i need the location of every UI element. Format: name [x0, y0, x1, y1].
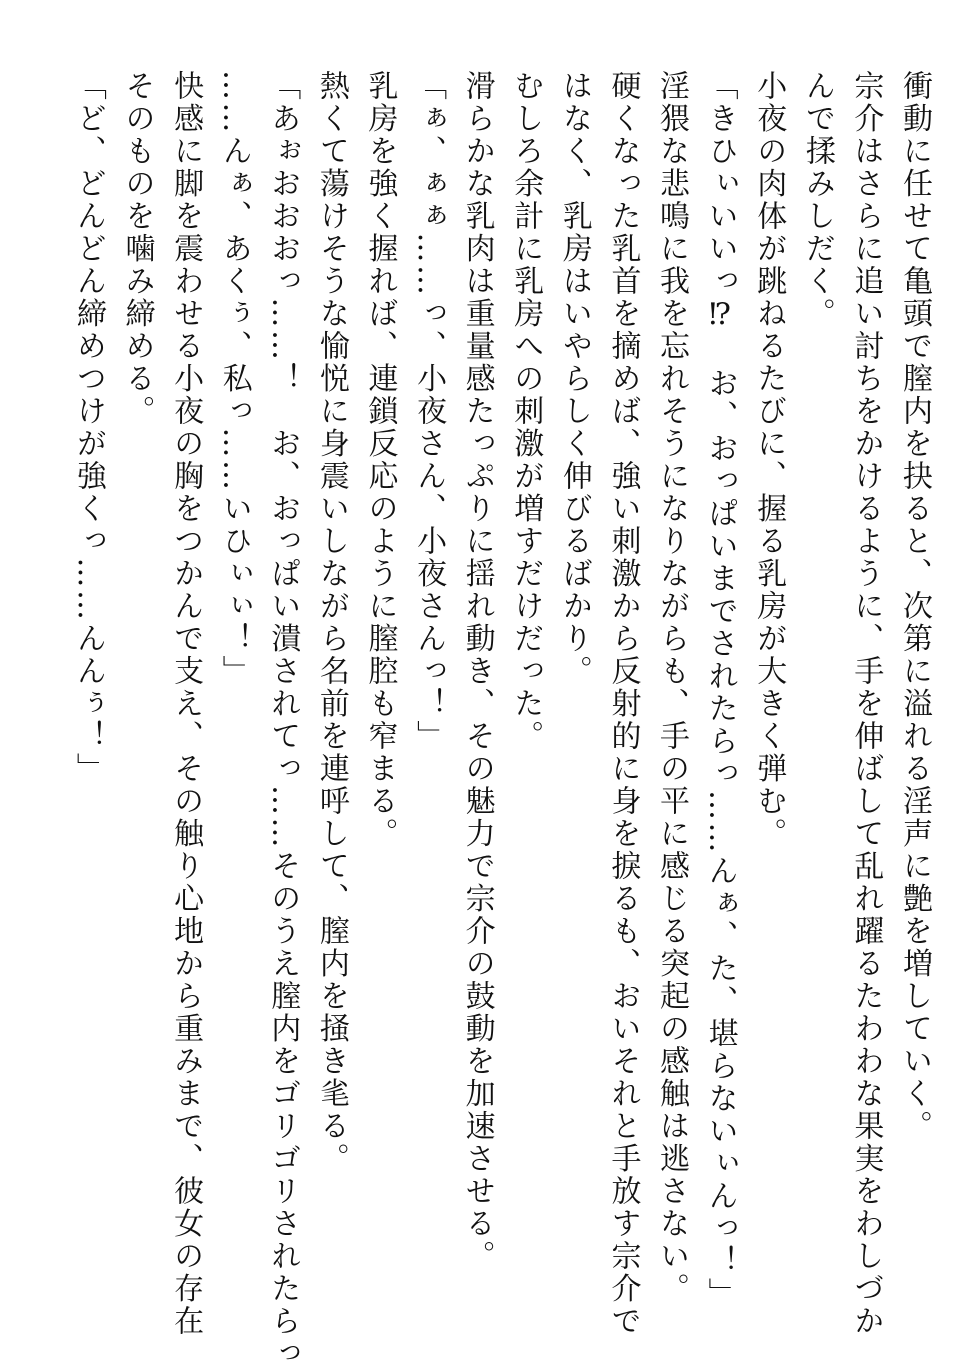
- text-line-8: はなく、乳房はいやらしく伸びるばかり。: [556, 70, 592, 688]
- text-line-10: 滑らかな乳肉は重量感たっぷりに揺れ動き、その魅力で宗介の鼓動を加速させる。: [459, 70, 495, 1273]
- text-line-11: 「ぁ、ぁぁ……っ、小夜さん、小夜さんっ！」: [411, 70, 447, 753]
- text-line-4: 小夜の肉体が跳ねるたびに、握る乳房が大きく弾む。: [751, 70, 787, 850]
- text-line-14: 「あぉおおおっ……！ お、おっぱい潰されてっ……そのうえ膣内をゴリゴリされたらっ: [265, 70, 301, 1370]
- text-line-12: 乳房を強く握れば、連鎖反応のように膣腔も窄まる。: [362, 70, 398, 850]
- text-line-15: ……んぁ、あくぅ、私っ……いひぃぃ！」: [216, 70, 252, 688]
- text-line-6: 淫猥な悲鳴に我を忘れそうになりながらも、手の平に感じる突起の感触は逃さない。: [654, 70, 690, 1305]
- text-line-3: んで揉みしだく。: [799, 70, 835, 330]
- text-line-1: 衝動に任せて亀頭で膣内を抉ると、次第に溢れる淫声に艶を増していく。: [897, 70, 932, 1143]
- text-line-7: 硬くなった乳首を摘めば、強い刺激から反射的に身を捩るも、おいそれと手放す宗介で: [605, 70, 641, 1338]
- text-line-18: 「ど、どんどん締めつけが強くっ……んんぅ！」: [70, 70, 106, 785]
- text-line-9: むしろ余計に乳房への刺激が増すだけだった。: [508, 70, 544, 753]
- text-line-2: 宗介はさらに追い討ちをかけるように、手を伸ばして乱れ躍るたわわな果実をわしづか: [848, 70, 884, 1338]
- vertical-text-body: [63, 70, 938, 1370]
- text-line-17: そのものを噛み締める。: [119, 70, 155, 428]
- text-line-16: 快感に脚を震わせる小夜の胸をつかんで支え、その触り心地から重みまで、彼女の存在: [168, 70, 204, 1338]
- text-line-5: 「きひぃいいっ⁉ お、おっぱいまでされたらっ……んぁ、た、堪らないぃんっ！」: [702, 70, 738, 1310]
- text-line-13: 熱くて蕩けそうな愉悦に身震いしながら名前を連呼して、膣内を掻き毟る。: [313, 70, 349, 1175]
